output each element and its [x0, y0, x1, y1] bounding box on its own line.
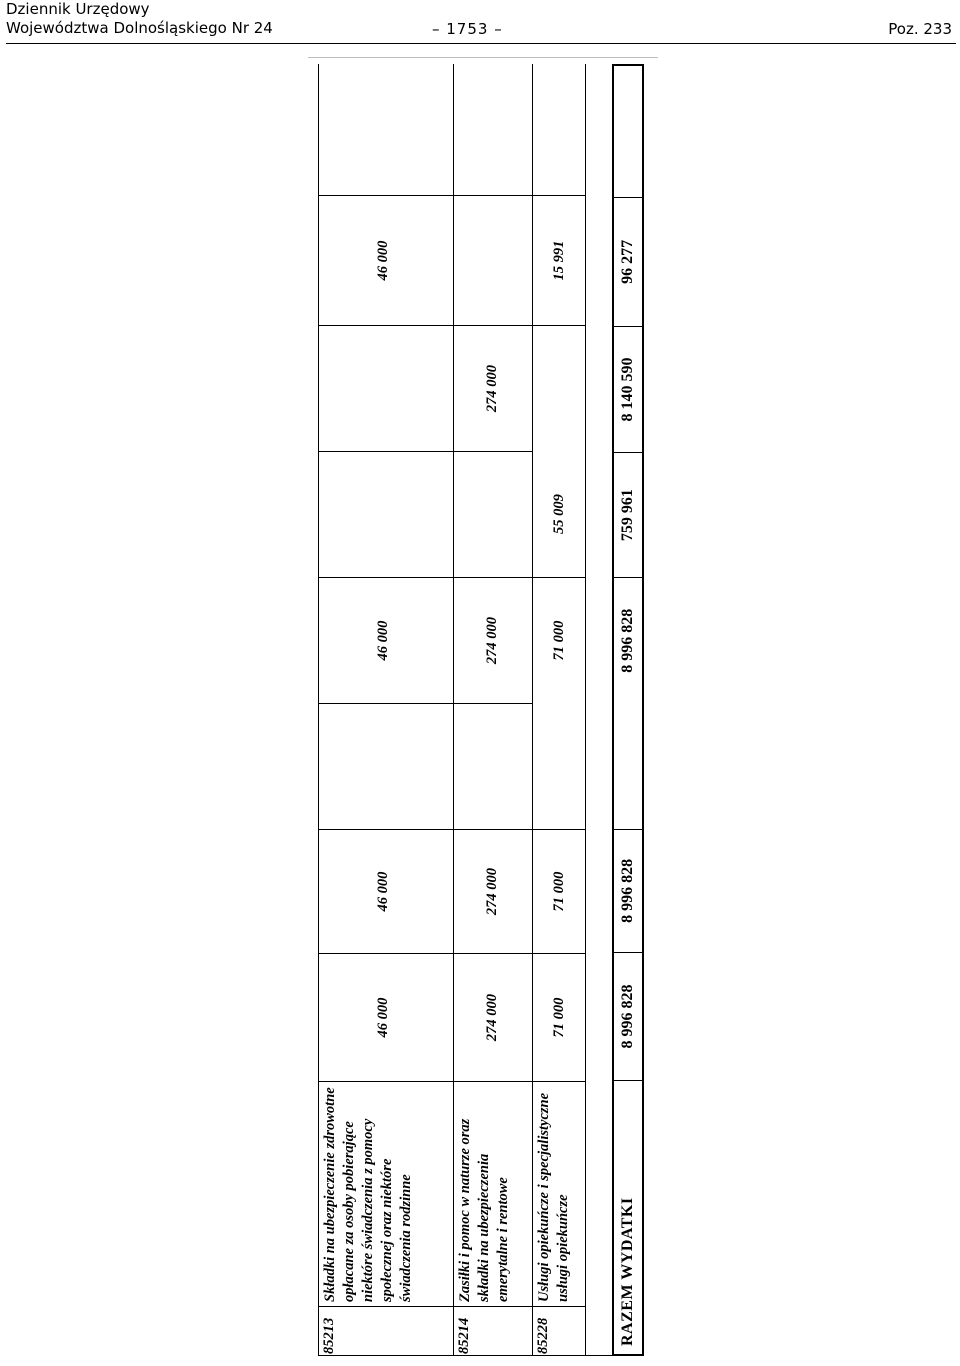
expenses-table: [318, 64, 644, 1356]
table-row: [318, 64, 453, 1356]
table-cell: 46 000: [319, 195, 453, 325]
row-description: Usługi opiekuńcze i specjalistyczne usługi opiekuńcze: [533, 1081, 586, 1306]
table-cell: 55 009: [550, 494, 567, 534]
table-cell: [454, 451, 532, 577]
row-code: 85228: [533, 1306, 586, 1356]
row-code: 85213: [319, 1306, 453, 1356]
position-number: Poz. 233: [888, 20, 952, 38]
table-cell: 15 991: [533, 195, 586, 325]
table-cell: 71 000: [533, 953, 586, 1081]
total-row: [612, 64, 644, 1356]
table-cell: [533, 64, 586, 195]
table-cell: 71 000: [533, 577, 586, 703]
total-label: RAZEM WYDATKI: [614, 1080, 642, 1354]
scan-edge: [308, 57, 658, 58]
table-cell: 46 000: [319, 829, 453, 953]
row-description: Zasiłki i pomoc w naturze oraz składki na ubezpieczenia emerytalne i rentowe: [454, 1081, 532, 1306]
table-row: [532, 64, 587, 1356]
table-spacer: [586, 64, 611, 1356]
table-cell: [454, 195, 532, 325]
rotated-table: [318, 64, 644, 1356]
total-cell: 96 277: [614, 197, 642, 327]
table-border-left: [318, 66, 319, 1356]
table-row: [453, 64, 532, 1356]
publication-title: [6, 0, 273, 38]
table-cell: 46 000: [319, 953, 453, 1081]
table-border-bottom: [318, 1355, 644, 1356]
publication-title-line2: Województwa Dolnośląskiego Nr 24: [6, 19, 273, 37]
table-cell: [319, 325, 453, 451]
table-cell: 71 000: [533, 829, 586, 953]
total-cell: 8 140 590: [614, 326, 642, 452]
table-border-right: [643, 66, 644, 1356]
table-cell: [319, 703, 453, 829]
table-cell: [533, 325, 586, 451]
publication-title-line1: Dziennik Urzędowy: [6, 0, 150, 18]
total-cell: 8 996 828: [614, 829, 642, 953]
table-cell: 274 000: [454, 577, 532, 703]
table-cell: 46 000: [319, 577, 453, 703]
table-cell: [454, 703, 532, 829]
table-cell: 274 000: [454, 953, 532, 1081]
table-cell: 274 000: [454, 829, 532, 953]
total-cell: 8 996 828: [614, 952, 642, 1080]
total-cell: 8 996 828: [614, 577, 642, 703]
table-cell: 274 000: [454, 325, 532, 451]
total-cell: 759 961: [614, 452, 642, 578]
row-code: 85214: [454, 1306, 532, 1356]
table-cell: [454, 64, 532, 195]
page-number: – 1753 –: [432, 20, 503, 38]
total-cell: [614, 66, 642, 197]
row-description: Składki na ubezpieczenie zdrowotne opłacane za osoby pobierające niektóre świadczenia z pomocy społecznej oraz niektóre świadczenia rodzinne: [319, 1081, 453, 1306]
table-cell: [319, 451, 453, 577]
table-cell: [533, 703, 586, 829]
table-cell: [319, 64, 453, 195]
header-divider: [6, 43, 956, 44]
total-cell: [614, 703, 642, 829]
